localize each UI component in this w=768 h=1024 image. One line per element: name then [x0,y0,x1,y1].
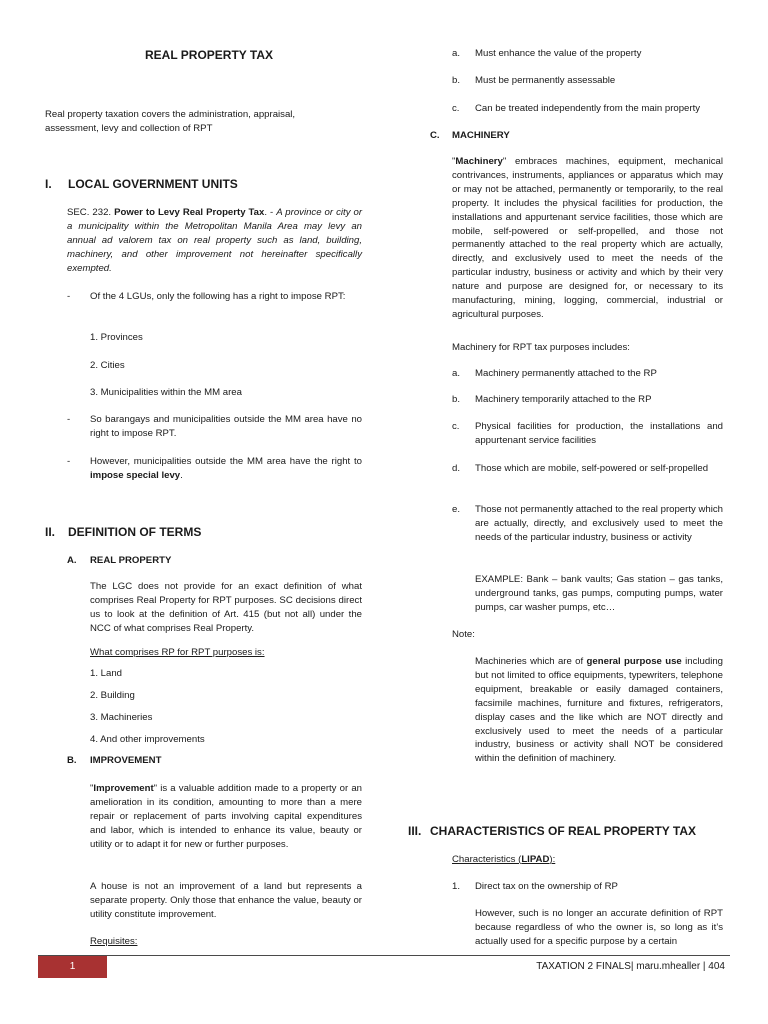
subsection-a-title: REAL PROPERTY [90,555,172,566]
lgu-item-1: 1. Provinces [90,332,143,343]
note-pre: Machineries which are of [475,656,584,667]
rp-item-3: 3. Machineries [90,712,153,723]
char-pre: Characteristics ( [452,854,522,865]
footer-text: TAXATION 2 FINALS| maru.mhealler | 404 [536,961,725,972]
sec-prefix: SEC. 232. [67,207,112,218]
req-letter-c: c. [452,103,460,114]
machinery-body: " embraces machines, equipment, mechanical contrivances, instruments, appliances or apparatus which may or may not be attached, permanently or temporarily, to the real property. It includes the physical facilities for production, the installations and appurtenant service facilities, those which are mobile, self-powered or self-propelled, and those not permanently attached to the real property which are actually, directly, and exclusively used to meet the needs of the particular industry, business or activity and which by their very nature and purpose are designed for, or necessary to its manufacturing, mining, logging, commercial, industrial or agricultural purposes. [452,156,723,320]
house-paragraph: A house is not an improvement of a land but represents a separate property. Only those that enhance the value, beauty or utility constitute improvement. [90,881,362,920]
sec-body: A province or city or a municipality within the Metropolitan Manila Area may levy an annual ad valorem tax on real property such as land, building, machinery, and other improvement not hereinafter specifically exempted. [67,207,363,274]
rp-comprises-heading: What comprises RP for RPT purposes is: [90,647,265,658]
lgu-item-2: 2. Cities [90,360,125,371]
rp-item-1: 1. Land [90,668,123,679]
bullet-dash-2: - [67,414,71,425]
bullet-3-pre: However, municipalities outside the MM area have the right to [90,456,362,467]
section-3-heading: CHARACTERISTICS OF REAL PROPERTY TAX [430,824,697,838]
intro-paragraph: Real property taxation covers the administration, appraisal, assessment, levy and collection of RPT [45,109,296,134]
note-post: including but not limited to office equipments, typewriters, telephone equipment, breakable or easily damaged containers, facsimile machines, furniture and fixtures, refrigerators, display cases and the like which are NOT directly and exclusively used to meet the needs of a particular industry, business or activity shall NOT be considered within the definition of machinery. [475,656,723,765]
section-2-heading: DEFINITION OF TERMS [68,525,202,539]
machinery-quote: " [452,156,456,167]
subsection-a-letter: A. [67,555,77,566]
mach-letter-b: b. [452,394,461,405]
note-bold: general purpose use [586,656,682,667]
document-title: REAL PROPERTY TAX [145,48,274,62]
footer-divider [38,955,730,956]
section-2-number: II. [45,525,56,539]
mach-letter-e: e. [452,504,461,515]
mach-letter-c: c. [452,421,460,432]
char-item-1-text: Direct tax on the ownership of RP [475,881,618,892]
subsection-c-title: MACHINERY [452,130,510,141]
mach-text-c: Physical facilities for production, the installations and appurtenant service facilities [475,421,723,446]
mach-text-d: Those which are mobile, self-powered or self-propelled [475,463,709,474]
bullet-3-bold: impose special levy [90,469,181,481]
mach-text-a: Machinery permanently attached to the RP [475,368,657,379]
subsection-c-letter: C. [430,130,440,141]
improvement-term: Improvement [93,783,154,794]
rp-item-2: 2. Building [90,690,135,701]
req-letter-a: a. [452,48,461,59]
characteristics-heading [452,853,555,867]
note-paragraph [475,655,723,766]
bullet-dash-3: - [67,456,71,467]
page-number: 1 [69,961,76,972]
page-number-box [38,956,107,978]
machinery-includes-heading: Machinery for RPT tax purposes includes: [452,342,630,353]
mach-text-b: Machinery temporarily attached to the RP [475,394,652,405]
bullet-3-text [90,455,362,483]
bullet-3-post: . [180,469,183,481]
char-item-1-number: 1. [452,881,461,892]
note-label: Note: [452,629,475,640]
mach-letter-a: a. [452,368,461,379]
req-letter-b: b. [452,75,461,86]
sec-title: Power to Levy Real Property Tax [114,207,265,218]
requisites-heading: Requisites: [90,936,138,947]
subsection-b-title: IMPROVEMENT [90,755,162,766]
req-text-a: Must enhance the value of the property [475,48,642,59]
lgu-item-3: 3. Municipalities within the MM area [90,387,242,398]
bullet-2-text: So barangays and municipalities outside the MM area have no right to impose RPT. [90,414,362,439]
mach-letter-d: d. [452,463,461,474]
machinery-paragraph [452,155,723,322]
char-item-1-body: However, such is no longer an accurate definition of RPT because regardless of who the owner is, so long as it’s actually used for a specific purpose by a certain [475,908,723,947]
rp-item-4: 4. And other improvements [90,734,205,745]
sec-dash: . - [264,207,274,218]
mach-text-e: Those not permanently attached to the real property which are actually, directly, and exclusively used to meet the needs of the particular industry, business or activity [475,504,723,543]
req-text-c: Can be treated independently from the main property [475,103,701,114]
machinery-term: Machinery [455,156,503,167]
req-text-b: Must be permanently assessable [475,75,616,86]
real-property-paragraph: The LGC does not provide for an exact definition of what comprises Real Property for RPT purposes. SC decisions direct us to look at the definition of Art. 415 (but not all) under the NCC of what comprises Real Property. [90,581,362,634]
section-3-number: III. [408,824,422,838]
improvement-body: " is a valuable addition made to a property or an amelioration in its condition, amounting to more than a mere repair or replacement of parts involving capital expenditures and labor, which is intended to enhance its value, beauty or utility or to adapt it for new or further purposes. [90,783,362,850]
sec-232-paragraph [67,206,362,276]
char-bold: LIPAD [521,854,550,865]
char-post: ): [549,854,556,865]
subsection-b-letter: B. [67,755,77,766]
example-paragraph: EXAMPLE: Bank – bank vaults; Gas station – gas tanks, underground tanks, gas pumps, computing pumps, water pumps, car washer pumps, etc… [475,574,723,613]
section-1-heading: LOCAL GOVERNMENT UNITS [68,177,238,191]
bullet-1-text: Of the 4 LGUs, only the following has a right to impose RPT: [90,291,346,302]
section-1-number: I. [45,177,52,191]
improvement-paragraph [90,782,362,852]
improvement-quote: " [90,783,94,794]
bullet-dash-1: - [67,291,71,302]
